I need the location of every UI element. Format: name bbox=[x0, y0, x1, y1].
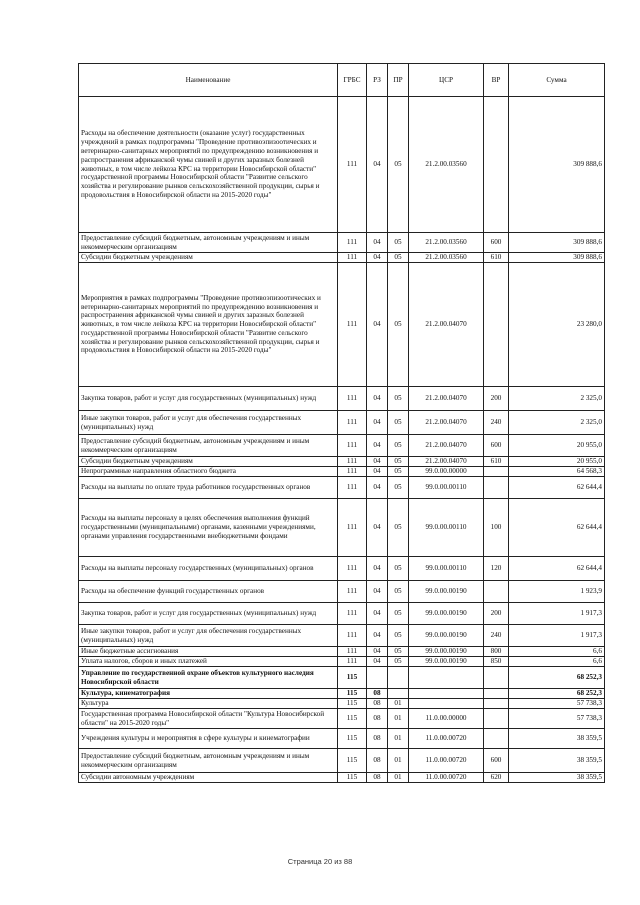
row-pr: 01 bbox=[388, 699, 409, 709]
row-sum: 20 955,0 bbox=[509, 457, 605, 467]
row-grbs: 111 bbox=[338, 263, 367, 387]
row-sum: 62 644,4 bbox=[509, 477, 605, 499]
row-csr: 11.0.00.00720 bbox=[409, 749, 484, 773]
row-rz bbox=[367, 667, 388, 689]
row-pr: 05 bbox=[388, 387, 409, 411]
header-name: Наименование bbox=[79, 64, 338, 97]
row-rz: 08 bbox=[367, 709, 388, 729]
table-row bbox=[79, 667, 605, 689]
row-grbs: 111 bbox=[338, 603, 367, 625]
row-grbs: 111 bbox=[338, 97, 367, 233]
row-grbs: 111 bbox=[338, 557, 367, 581]
table-row bbox=[79, 97, 605, 233]
table-header-row bbox=[79, 64, 605, 97]
row-rz: 04 bbox=[367, 467, 388, 477]
row-sum: 20 955,0 bbox=[509, 435, 605, 457]
row-grbs: 111 bbox=[338, 625, 367, 647]
row-rz: 08 bbox=[367, 699, 388, 709]
row-vr bbox=[484, 263, 509, 387]
row-rz: 04 bbox=[367, 657, 388, 667]
row-name: Расходы на обеспечение функций государственных органов bbox=[79, 581, 338, 603]
row-vr: 100 bbox=[484, 499, 509, 557]
row-rz: 04 bbox=[367, 625, 388, 647]
row-csr: 99.0.00.00000 bbox=[409, 467, 484, 477]
row-sum: 62 644,4 bbox=[509, 499, 605, 557]
row-csr: 11.0.00.00720 bbox=[409, 729, 484, 749]
row-sum: 309 888,6 bbox=[509, 233, 605, 253]
row-csr: 21.2.00.03560 bbox=[409, 233, 484, 253]
row-sum: 23 280,0 bbox=[509, 263, 605, 387]
table-row bbox=[79, 773, 605, 783]
row-name: Иные бюджетные ассигнования bbox=[79, 647, 338, 657]
row-vr: 240 bbox=[484, 411, 509, 435]
row-grbs: 111 bbox=[338, 435, 367, 457]
header-pr: ПР bbox=[388, 64, 409, 97]
row-rz: 04 bbox=[367, 263, 388, 387]
page-number: Страница 20 из 88 bbox=[287, 857, 353, 866]
row-pr: 05 bbox=[388, 477, 409, 499]
row-rz: 04 bbox=[367, 97, 388, 233]
row-pr: 05 bbox=[388, 625, 409, 647]
row-vr bbox=[484, 729, 509, 749]
row-grbs: 111 bbox=[338, 581, 367, 603]
row-rz: 08 bbox=[367, 689, 388, 699]
row-vr: 120 bbox=[484, 557, 509, 581]
row-csr: 99.0.00.00190 bbox=[409, 657, 484, 667]
row-grbs: 111 bbox=[338, 477, 367, 499]
row-grbs: 111 bbox=[338, 411, 367, 435]
table-row bbox=[79, 603, 605, 625]
table-row bbox=[79, 709, 605, 729]
row-pr: 01 bbox=[388, 749, 409, 773]
table-row bbox=[79, 411, 605, 435]
row-sum: 309 888,6 bbox=[509, 253, 605, 263]
row-grbs: 115 bbox=[338, 729, 367, 749]
row-name: Субсидии автономным учреждениям bbox=[79, 773, 338, 783]
row-vr: 240 bbox=[484, 625, 509, 647]
table-row bbox=[79, 457, 605, 467]
table-row bbox=[79, 253, 605, 263]
row-rz: 08 bbox=[367, 749, 388, 773]
row-sum: 2 325,0 bbox=[509, 387, 605, 411]
row-name: Предоставление субсидий бюджетным, автономным учреждениям и иным некоммерческим организациям bbox=[79, 435, 338, 457]
row-csr: 11.0.00.00720 bbox=[409, 773, 484, 783]
row-vr: 610 bbox=[484, 457, 509, 467]
row-rz: 04 bbox=[367, 603, 388, 625]
row-name: Расходы на выплаты по оплате труда работников государственных органов bbox=[79, 477, 338, 499]
table-row bbox=[79, 557, 605, 581]
row-pr: 05 bbox=[388, 97, 409, 233]
row-sum: 57 738,3 bbox=[509, 709, 605, 729]
row-csr bbox=[409, 699, 484, 709]
row-grbs: 111 bbox=[338, 233, 367, 253]
row-grbs: 115 bbox=[338, 689, 367, 699]
row-vr: 600 bbox=[484, 233, 509, 253]
row-vr bbox=[484, 689, 509, 699]
row-name: Субсидии бюджетным учреждениям bbox=[79, 253, 338, 263]
row-vr bbox=[484, 477, 509, 499]
row-sum: 1 917,3 bbox=[509, 603, 605, 625]
table-body bbox=[79, 97, 605, 783]
row-pr: 05 bbox=[388, 657, 409, 667]
row-name: Иные закупки товаров, работ и услуг для обеспечения государственных (муниципальных) нужд bbox=[79, 411, 338, 435]
row-sum: 1 917,3 bbox=[509, 625, 605, 647]
table-row bbox=[79, 477, 605, 499]
row-pr: 05 bbox=[388, 499, 409, 557]
row-sum: 68 252,3 bbox=[509, 667, 605, 689]
row-pr: 05 bbox=[388, 263, 409, 387]
row-rz: 04 bbox=[367, 477, 388, 499]
row-grbs: 111 bbox=[338, 467, 367, 477]
row-csr: 99.0.00.00110 bbox=[409, 557, 484, 581]
row-grbs: 111 bbox=[338, 253, 367, 263]
row-rz: 08 bbox=[367, 729, 388, 749]
row-rz: 04 bbox=[367, 253, 388, 263]
table-row bbox=[79, 467, 605, 477]
row-vr bbox=[484, 467, 509, 477]
row-grbs: 115 bbox=[338, 773, 367, 783]
header-grbs: ГРБС bbox=[338, 64, 367, 97]
row-csr: 21.2.00.03560 bbox=[409, 253, 484, 263]
row-sum: 38 359,5 bbox=[509, 729, 605, 749]
row-name: Закупка товаров, работ и услуг для государственных (муниципальных) нужд bbox=[79, 387, 338, 411]
row-sum: 6,6 bbox=[509, 657, 605, 667]
row-pr bbox=[388, 689, 409, 699]
row-name: Закупка товаров, работ и услуг для государственных (муниципальных) нужд bbox=[79, 603, 338, 625]
header-rz: РЗ bbox=[367, 64, 388, 97]
row-rz: 04 bbox=[367, 387, 388, 411]
table-row bbox=[79, 263, 605, 387]
budget-sheet bbox=[78, 63, 604, 783]
row-pr: 05 bbox=[388, 457, 409, 467]
row-rz: 08 bbox=[367, 773, 388, 783]
row-csr: 21.2.00.04070 bbox=[409, 263, 484, 387]
row-name: Расходы на выплаты персоналу государственных (муниципальных) органов bbox=[79, 557, 338, 581]
row-grbs: 111 bbox=[338, 647, 367, 657]
row-name: Государственная программа Новосибирской области "Культура Новосибирской области" на 2015-2020 годы" bbox=[79, 709, 338, 729]
row-grbs: 111 bbox=[338, 457, 367, 467]
table-row bbox=[79, 749, 605, 773]
row-grbs: 111 bbox=[338, 657, 367, 667]
row-csr: 99.0.00.00190 bbox=[409, 603, 484, 625]
row-pr: 05 bbox=[388, 253, 409, 263]
row-grbs: 115 bbox=[338, 709, 367, 729]
header-csr: ЦСР bbox=[409, 64, 484, 97]
row-csr: 21.2.00.03560 bbox=[409, 97, 484, 233]
row-sum: 64 568,3 bbox=[509, 467, 605, 477]
row-name: Расходы на выплаты персоналу в целях обеспечения выполнения функций государственными (муниципальными) органами, казенными учреждениями, органами управления государственными внебюджетными фондами bbox=[79, 499, 338, 557]
row-grbs: 115 bbox=[338, 749, 367, 773]
row-pr: 01 bbox=[388, 773, 409, 783]
row-name: Предоставление субсидий бюджетным, автономным учреждениям и иным некоммерческим организациям bbox=[79, 233, 338, 253]
row-rz: 04 bbox=[367, 435, 388, 457]
row-sum: 68 252,3 bbox=[509, 689, 605, 699]
row-pr: 01 bbox=[388, 709, 409, 729]
row-csr bbox=[409, 689, 484, 699]
header-vr: ВР bbox=[484, 64, 509, 97]
row-csr: 99.0.00.00110 bbox=[409, 477, 484, 499]
row-sum: 57 738,3 bbox=[509, 699, 605, 709]
budget-table bbox=[78, 63, 605, 783]
table-row bbox=[79, 233, 605, 253]
row-csr bbox=[409, 667, 484, 689]
row-csr: 21.2.00.04070 bbox=[409, 411, 484, 435]
row-rz: 04 bbox=[367, 457, 388, 467]
row-pr: 01 bbox=[388, 729, 409, 749]
row-vr: 200 bbox=[484, 387, 509, 411]
row-name: Культура, кинематография bbox=[79, 689, 338, 699]
table-row bbox=[79, 699, 605, 709]
row-pr: 05 bbox=[388, 435, 409, 457]
header-sum: Сумма bbox=[509, 64, 605, 97]
row-csr: 99.0.00.00190 bbox=[409, 581, 484, 603]
row-pr bbox=[388, 667, 409, 689]
row-csr: 99.0.00.00190 bbox=[409, 647, 484, 657]
row-csr: 21.2.00.04070 bbox=[409, 435, 484, 457]
table-row bbox=[79, 647, 605, 657]
row-grbs: 115 bbox=[338, 667, 367, 689]
row-name: Уплата налогов, сборов и иных платежей bbox=[79, 657, 338, 667]
table-row bbox=[79, 625, 605, 647]
row-name: Мероприятия в рамках подпрограммы "Проведение противоэпизоотических и ветеринарно-санитарных мероприятий по предупреждению возникновения и распространения африканской чумы свиней и других заразных болезней животных, в том числе лейкоза КРС на территории Новосибирской области" государственной программы Новосибирской области "Развитие сельского хозяйства и регулирование рынков сельскохозяйственной продукции, сырья и продовольствия в Новосибирской области на 2015-2020 годы" bbox=[79, 263, 338, 387]
row-sum: 38 359,5 bbox=[509, 749, 605, 773]
row-csr: 99.0.00.00110 bbox=[409, 499, 484, 557]
row-csr: 11.0.00.00000 bbox=[409, 709, 484, 729]
row-sum: 6,6 bbox=[509, 647, 605, 657]
row-csr: 21.2.00.04070 bbox=[409, 457, 484, 467]
row-rz: 04 bbox=[367, 411, 388, 435]
row-name: Управление по государственной охране объектов культурного наследия Новосибирской области bbox=[79, 667, 338, 689]
row-grbs: 115 bbox=[338, 699, 367, 709]
row-name: Расходы на обеспечение деятельности (оказание услуг) государственных учреждений в рамках подпрограммы "Проведение противоэпизоотических и ветеринарно-санитарных мероприятий по предупреждению возникновения и распространения африканской чумы свиней и других заразных болезней животных, в том числе лейкоза КРС на территории Новосибирской области" государственной программы Новосибирской области "Развитие сельского хозяйства и регулирование рынков сельскохозяйственной продукции, сырья и продовольствия в Новосибирской области на 2015-2020 годы" bbox=[79, 97, 338, 233]
row-rz: 04 bbox=[367, 557, 388, 581]
row-vr bbox=[484, 97, 509, 233]
row-sum: 38 359,5 bbox=[509, 773, 605, 783]
row-pr: 05 bbox=[388, 581, 409, 603]
table-row bbox=[79, 729, 605, 749]
row-vr bbox=[484, 709, 509, 729]
row-sum: 309 888,6 bbox=[509, 97, 605, 233]
table-row bbox=[79, 581, 605, 603]
row-vr: 600 bbox=[484, 749, 509, 773]
row-name: Иные закупки товаров, работ и услуг для обеспечения государственных (муниципальных) нужд bbox=[79, 625, 338, 647]
row-pr: 05 bbox=[388, 647, 409, 657]
table-row bbox=[79, 435, 605, 457]
row-sum: 1 923,9 bbox=[509, 581, 605, 603]
row-rz: 04 bbox=[367, 233, 388, 253]
row-pr: 05 bbox=[388, 467, 409, 477]
table-row bbox=[79, 387, 605, 411]
table-row bbox=[79, 657, 605, 667]
row-vr: 850 bbox=[484, 657, 509, 667]
row-rz: 04 bbox=[367, 581, 388, 603]
row-name: Предоставление субсидий бюджетным, автономным учреждениям и иным некоммерческим организациям bbox=[79, 749, 338, 773]
row-name: Непрограммные направления областного бюджета bbox=[79, 467, 338, 477]
row-vr bbox=[484, 581, 509, 603]
row-vr bbox=[484, 667, 509, 689]
row-sum: 2 325,0 bbox=[509, 411, 605, 435]
row-csr: 21.2.00.04070 bbox=[409, 387, 484, 411]
row-csr: 99.0.00.00190 bbox=[409, 625, 484, 647]
row-grbs: 111 bbox=[338, 387, 367, 411]
row-name: Культура bbox=[79, 699, 338, 709]
table-row bbox=[79, 689, 605, 699]
row-vr: 610 bbox=[484, 253, 509, 263]
row-rz: 04 bbox=[367, 647, 388, 657]
row-grbs: 111 bbox=[338, 499, 367, 557]
row-vr bbox=[484, 699, 509, 709]
row-pr: 05 bbox=[388, 411, 409, 435]
row-rz: 04 bbox=[367, 499, 388, 557]
row-sum: 62 644,4 bbox=[509, 557, 605, 581]
row-pr: 05 bbox=[388, 603, 409, 625]
row-name: Учреждения культуры и мероприятия в сфере культуры и кинематографии bbox=[79, 729, 338, 749]
row-vr: 600 bbox=[484, 435, 509, 457]
table-row bbox=[79, 499, 605, 557]
row-name: Субсидии бюджетным учреждениям bbox=[79, 457, 338, 467]
row-vr: 620 bbox=[484, 773, 509, 783]
row-vr: 200 bbox=[484, 603, 509, 625]
row-vr: 800 bbox=[484, 647, 509, 657]
row-pr: 05 bbox=[388, 233, 409, 253]
row-pr: 05 bbox=[388, 557, 409, 581]
